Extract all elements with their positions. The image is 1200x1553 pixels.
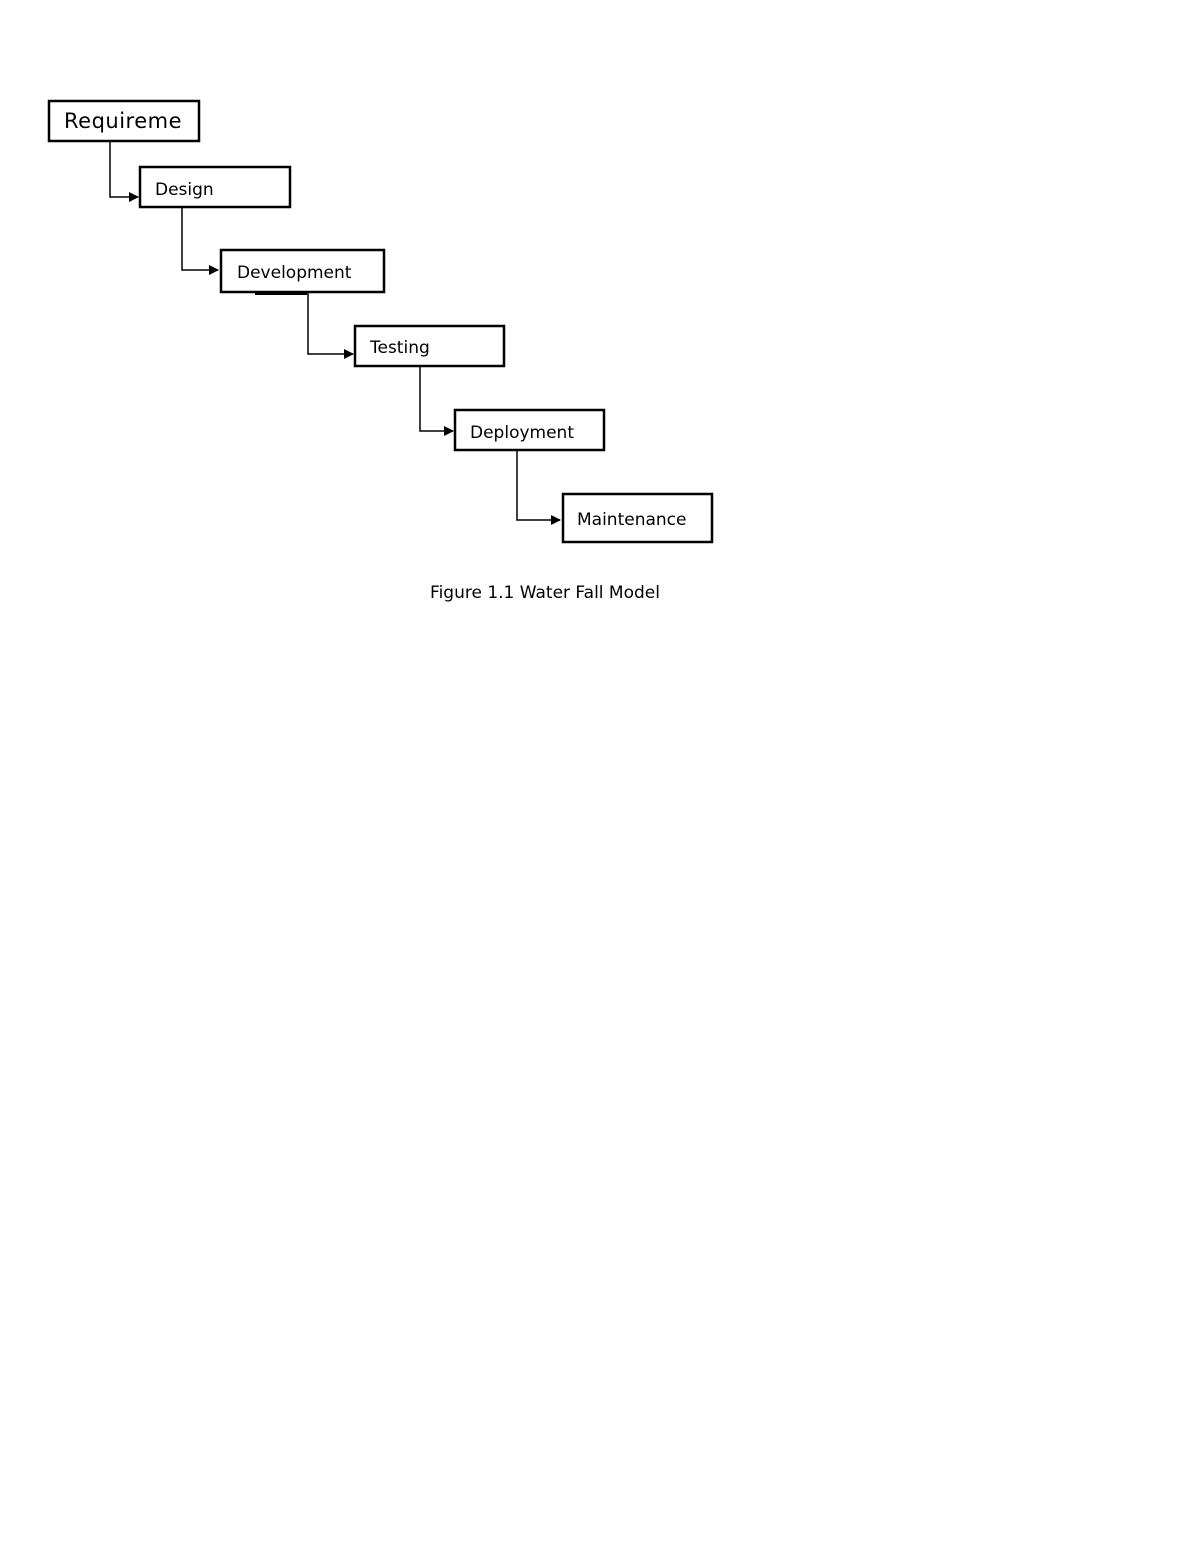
step-label-maintenance: Maintenance bbox=[577, 510, 687, 530]
step-box-requirements bbox=[49, 101, 199, 141]
connector-design-to-development bbox=[182, 208, 218, 270]
step-box-maintenance bbox=[563, 494, 712, 542]
connector-testing-to-deployment bbox=[420, 366, 453, 431]
step-label-requirements: Requireme bbox=[64, 109, 183, 133]
figure-caption bbox=[0, 583, 1090, 603]
connector-requirements-to-design bbox=[110, 141, 138, 197]
waterfall-diagram bbox=[0, 0, 1200, 620]
step-label-development: Development bbox=[237, 263, 352, 283]
step-label-design: Design bbox=[155, 180, 214, 200]
step-box-design bbox=[140, 167, 290, 207]
step-box-deployment bbox=[455, 410, 604, 450]
connector-development-to-testing bbox=[255, 292, 353, 354]
step-box-testing bbox=[355, 326, 504, 366]
step-label-deployment: Deployment bbox=[470, 423, 574, 443]
figure-caption-text: Figure 1.1 Water Fall Model bbox=[430, 583, 660, 603]
step-label-testing: Testing bbox=[370, 338, 430, 358]
step-box-development bbox=[221, 250, 384, 292]
connector-deployment-to-maintenance bbox=[517, 451, 560, 520]
